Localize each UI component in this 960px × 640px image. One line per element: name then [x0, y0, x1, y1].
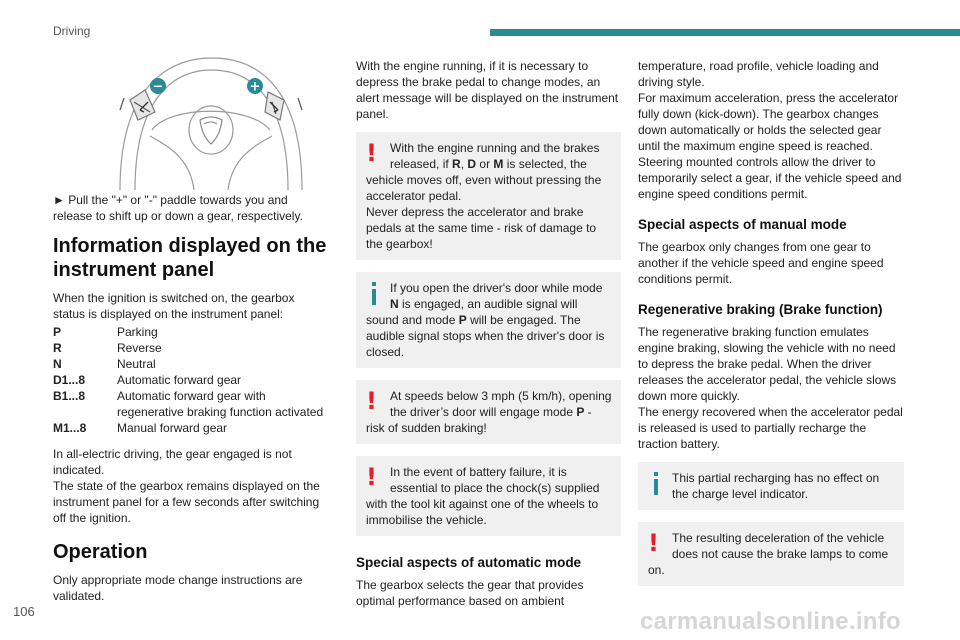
- gear-code: D1...8: [53, 373, 86, 387]
- list-item: [53, 340, 327, 356]
- gear-desc: Neutral: [117, 357, 156, 371]
- minus-paddle-label: −: [152, 79, 164, 95]
- gear-code: R: [53, 341, 62, 355]
- info-box-recharge: [638, 462, 904, 510]
- warning-icon: !: [366, 387, 377, 415]
- gear-code: N: [53, 357, 62, 371]
- ignition-paragraph: When the ignition is switched on, the gearbox status is displayed on the instrument panel:: [53, 291, 295, 321]
- heading-operation: Operation: [53, 541, 148, 563]
- warning-text: With the engine running and the brakes released, if R, D or M is selected, the vehicle moves off, even without pressing the accelerator pedal.: [366, 141, 602, 203]
- section-title: Driving: [53, 24, 91, 38]
- auto-paragraph: The gearbox selects the gear that provides optimal performance based on ambient: [356, 578, 584, 608]
- warning-text-2: Never depress the accelerator and brake pedals at the same time - risk of damage to the gearbox!: [366, 205, 597, 251]
- paddle-instruction: ► Pull the "+" or "-" paddle towards you and release to shift up or down a gear, respectively.: [53, 193, 303, 223]
- gear-desc: Automatic forward gear: [117, 373, 242, 387]
- info-icon: [648, 470, 670, 498]
- list-item: [53, 420, 327, 436]
- gear-desc: Parking: [117, 325, 158, 339]
- list-item: [53, 356, 327, 372]
- heading-regenerative-braking: Regenerative braking (Brake function): [638, 302, 883, 317]
- gear-code: B1...8: [53, 389, 86, 403]
- gear-status-list: [53, 324, 327, 436]
- info-icon: [366, 280, 388, 308]
- list-item: [53, 324, 327, 340]
- column-middle: [356, 58, 621, 619]
- manual-paragraph: The gearbox only changes from one gear to another if the vehicle speed and engine speed conditions permit.: [638, 240, 884, 286]
- operation-paragraph: Only appropriate mode change instructions are validated.: [53, 573, 303, 603]
- warning-box-speed: [356, 380, 621, 444]
- gear-desc: Manual forward gear: [117, 421, 228, 435]
- info-box-door: [356, 272, 621, 368]
- gear-desc: Automatic forward gear with regenerative braking function activated: [117, 389, 324, 419]
- warning-text: In the event of battery failure, it is essential to place the chock(s) supplied with the tool kit against one of the wheels to immobilise the vehicle.: [366, 465, 600, 527]
- warning-icon: !: [648, 529, 659, 557]
- gear-code: P: [53, 325, 62, 339]
- info-text: If you open the driver's door while mode N is engaged, an audible signal will sound and mode P will be engaged. The audible signal stops when the driver's door is closed.: [366, 281, 605, 359]
- gear-code: M1...8: [53, 421, 87, 435]
- warning-text: The resulting deceleration of the vehicle does not cause the brake lamps to come on.: [648, 531, 889, 577]
- state-paragraph: The state of the gearbox remains displayed on the instrument panel for a few seconds after switching off the ignition.: [53, 479, 320, 525]
- warning-icon: !: [366, 463, 377, 491]
- engine-paragraph: With the engine running, if it is necessary to depress the brake pedal to change modes, an alert message will be displayed on the instrument panel.: [356, 59, 619, 121]
- heading-info-display: Information displayed on the instrument panel: [53, 235, 327, 281]
- warning-box-battery: [356, 456, 621, 536]
- regen-paragraph-2: The energy recovered when the accelerator pedal is released is used to partially recharge the traction battery.: [638, 405, 903, 451]
- column-right: [638, 58, 904, 598]
- page-number: 106: [13, 604, 35, 619]
- electric-paragraph: In all-electric driving, the gear engaged is not indicated.: [53, 447, 292, 477]
- info-text: This partial recharging has no effect on the charge level indicator.: [672, 471, 880, 501]
- warning-box-brakes: [356, 132, 621, 260]
- gear-desc: Reverse: [117, 341, 162, 355]
- steering-controls-paragraph: Steering mounted controls allow the driver to temporarily select a gear, if the vehicle speed and engine speed conditions permit.: [638, 155, 902, 201]
- heading-manual-mode: Special aspects of manual mode: [638, 217, 847, 232]
- list-item: [53, 388, 327, 420]
- warning-text: At speeds below 3 mph (5 km/h), opening the driver’s door will engage mode P - risk of sudden braking!: [366, 389, 612, 435]
- column-left: [53, 192, 327, 614]
- header-accent-bar: [490, 29, 960, 36]
- max-acceleration-paragraph: For maximum acceleration, press the accelerator fully down (kick-down). The gearbox changes down automatically or holds the selected gear until the maximum engine speed is reached.: [638, 91, 899, 153]
- plus-paddle-label: +: [249, 79, 261, 95]
- regen-paragraph-1: The regenerative braking function emulates engine braking, slowing the vehicle with no need to depress the brake pedal. When the driver releases the accelerator pedal, the vehicle slows down more quickly.: [638, 325, 897, 403]
- steering-wheel-illustration: [90, 50, 330, 190]
- watermark: carmanualsonline.info: [640, 608, 902, 635]
- continued-paragraph: temperature, road profile, vehicle loading and driving style.: [638, 59, 879, 89]
- warning-box-brake-lamps: [638, 522, 904, 586]
- heading-automatic-mode: Special aspects of automatic mode: [356, 555, 582, 570]
- list-item: [53, 372, 327, 388]
- warning-icon: !: [366, 139, 377, 167]
